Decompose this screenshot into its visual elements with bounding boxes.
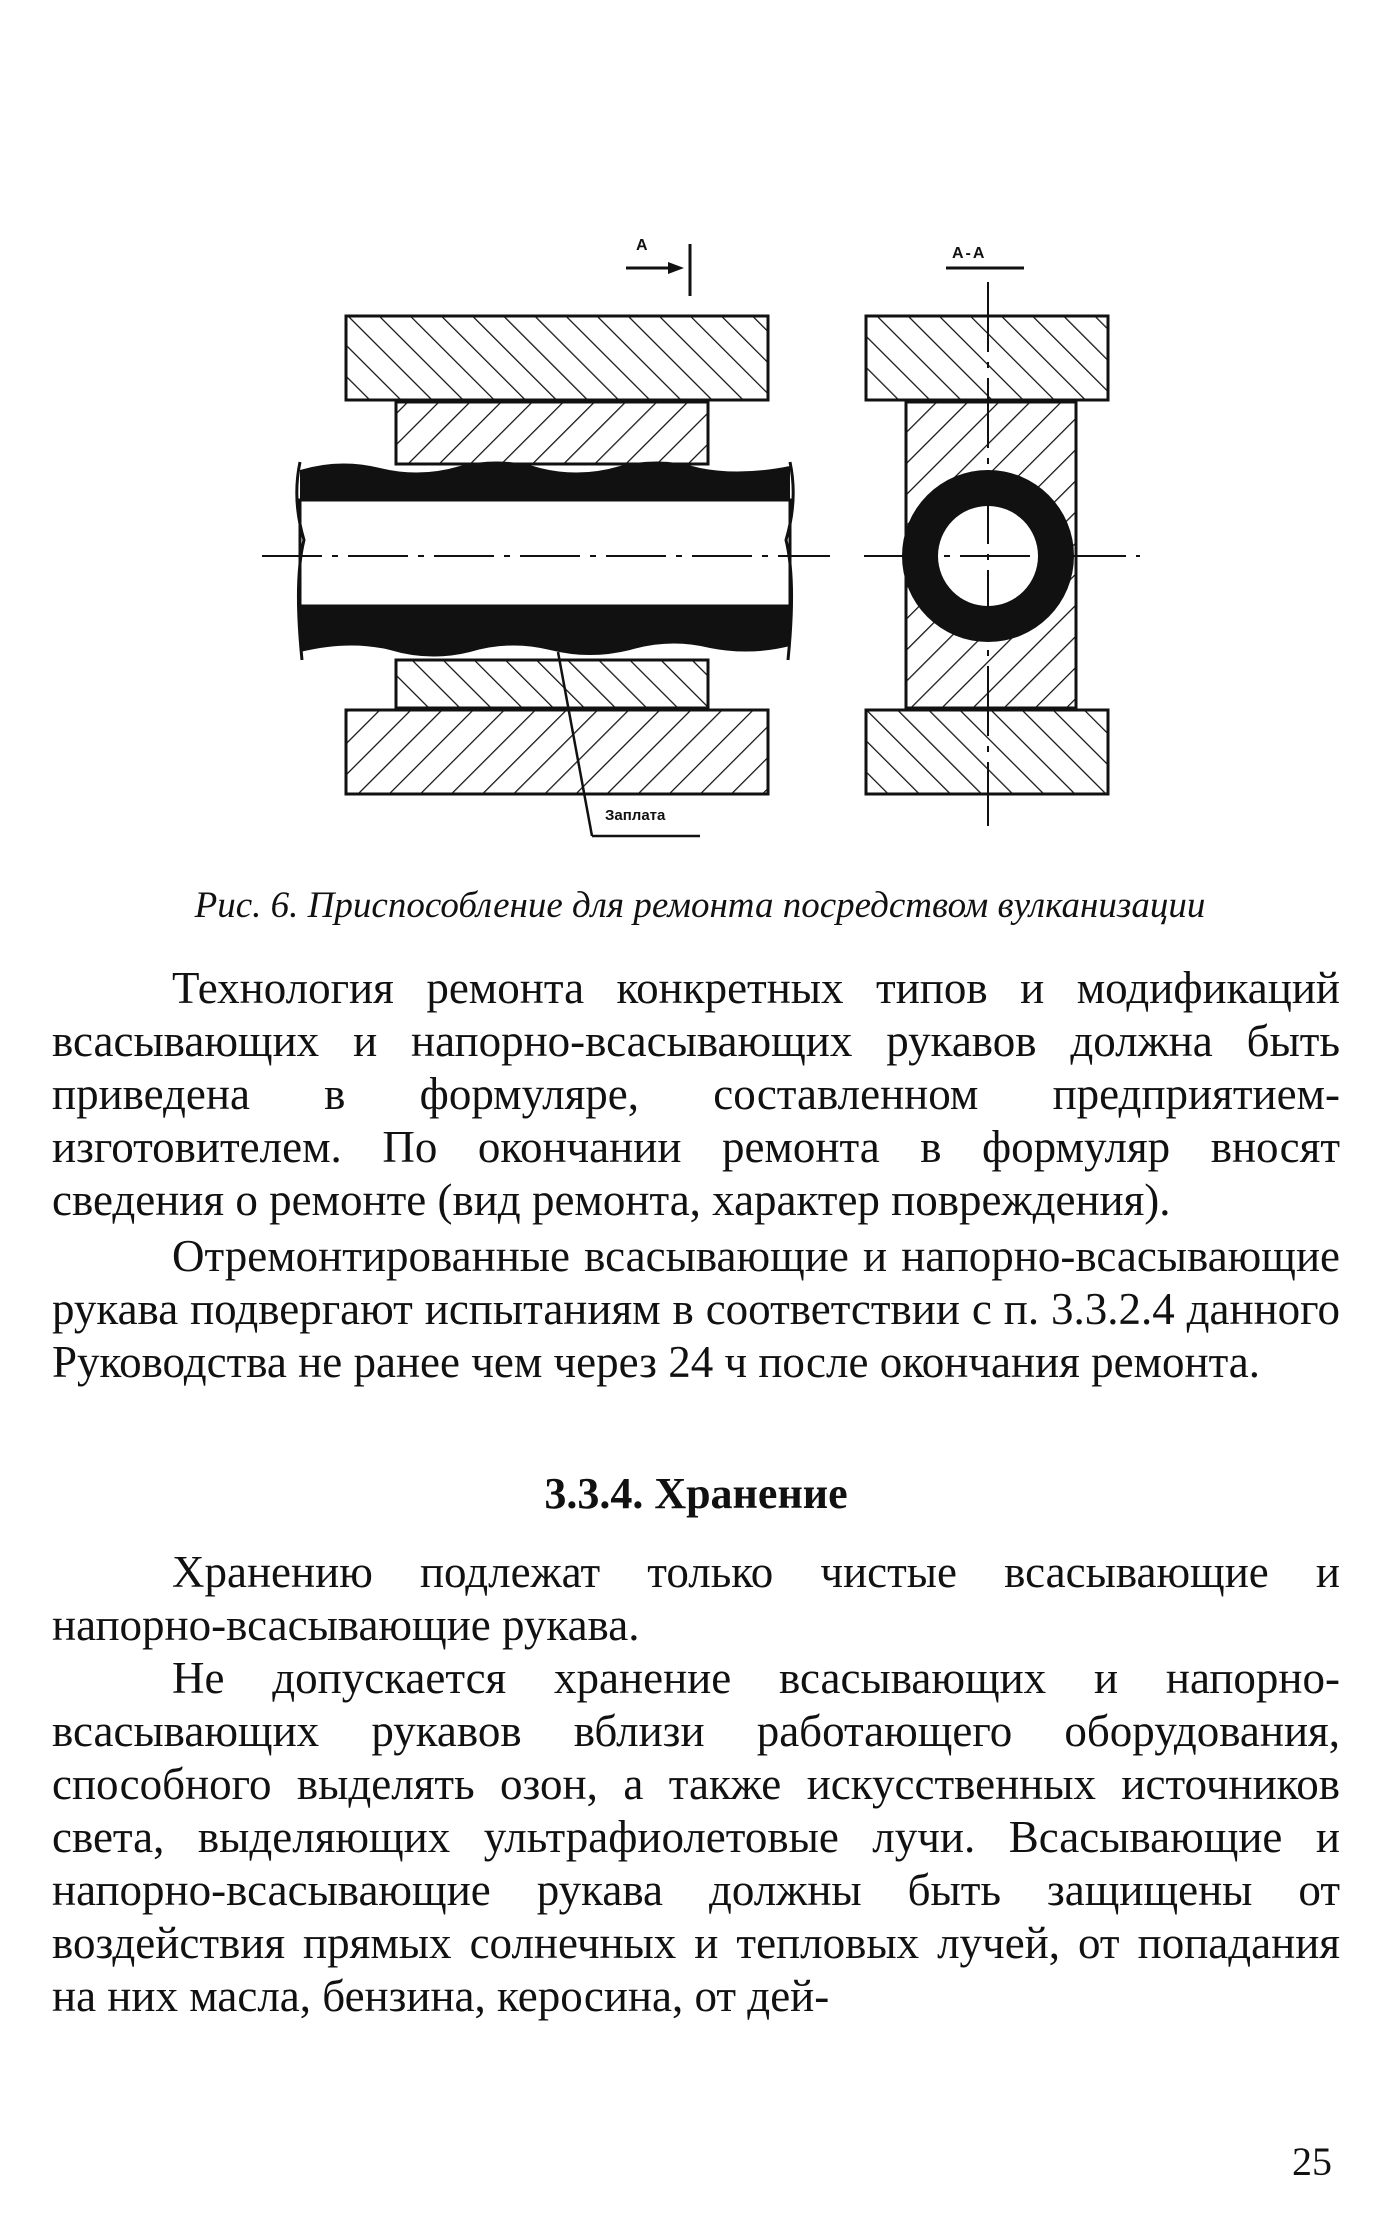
- paragraph-text: Хранению подлежат только чистые всасывающие и напорно-всасывающие рукава.: [52, 1547, 1340, 1650]
- cross-section-view: [864, 282, 1140, 826]
- bottom-clamp-block: [346, 710, 768, 794]
- fixture-drawing: [0, 0, 1392, 880]
- bottom-insert-block: [396, 660, 708, 708]
- paragraph: [52, 962, 1340, 1227]
- section-view-label: А-А: [952, 245, 987, 262]
- section-heading: 3.3.4. Хранение: [544, 1469, 848, 1518]
- top-insert-block: [396, 402, 708, 464]
- figure-caption: Рис. 6. Приспособление для ремонта посредством вулканизации: [194, 885, 1206, 926]
- paragraph-text: Отремонтированные всасывающие и напорно-всасывающие рукава подвергают испытаниям в соответствии с п. 3.3.2.4 данного Руководства не ранее чем через 24 ч после окончания ремонта.: [52, 1231, 1340, 1387]
- paragraph: [52, 1652, 1340, 2023]
- paragraph: [52, 1546, 1340, 1652]
- top-clamp-block: [346, 316, 768, 400]
- page-number: 25: [1292, 2139, 1332, 2184]
- hose-wall-bottom: [300, 606, 790, 657]
- side-view: [262, 316, 830, 836]
- paragraph-text: Технология ремонта конкретных типов и модификаций всасывающих и напорно-всасывающих рукавов должна быть приведена в формуляре, составленном предприятием-изготовителем. По окончании ремонта в формуляр вносят сведения о ремонте (вид ремонта, характер повреждения).: [52, 963, 1340, 1225]
- hose-wall-top: [300, 461, 790, 500]
- section-label: А: [636, 237, 648, 254]
- hose-bore: [300, 500, 790, 606]
- paragraph: [52, 1230, 1340, 1389]
- patch-label: Заплата: [605, 807, 666, 824]
- repair-fixture-figure: [0, 0, 1392, 880]
- paragraph-text: Не допускается хранение всасывающих и напорно-всасывающих рукавов вблизи работающего оборудования, способного выделять озон, а также искусственных источников света, выделяющих ультрафиолетовые лучи. Всасывающие и напорно-всасывающие рукава должны быть защищены от воздействия прямых солнечных и тепловых лучей, от попадания на них масла, бензина, керосина, от дей-: [52, 1653, 1340, 2021]
